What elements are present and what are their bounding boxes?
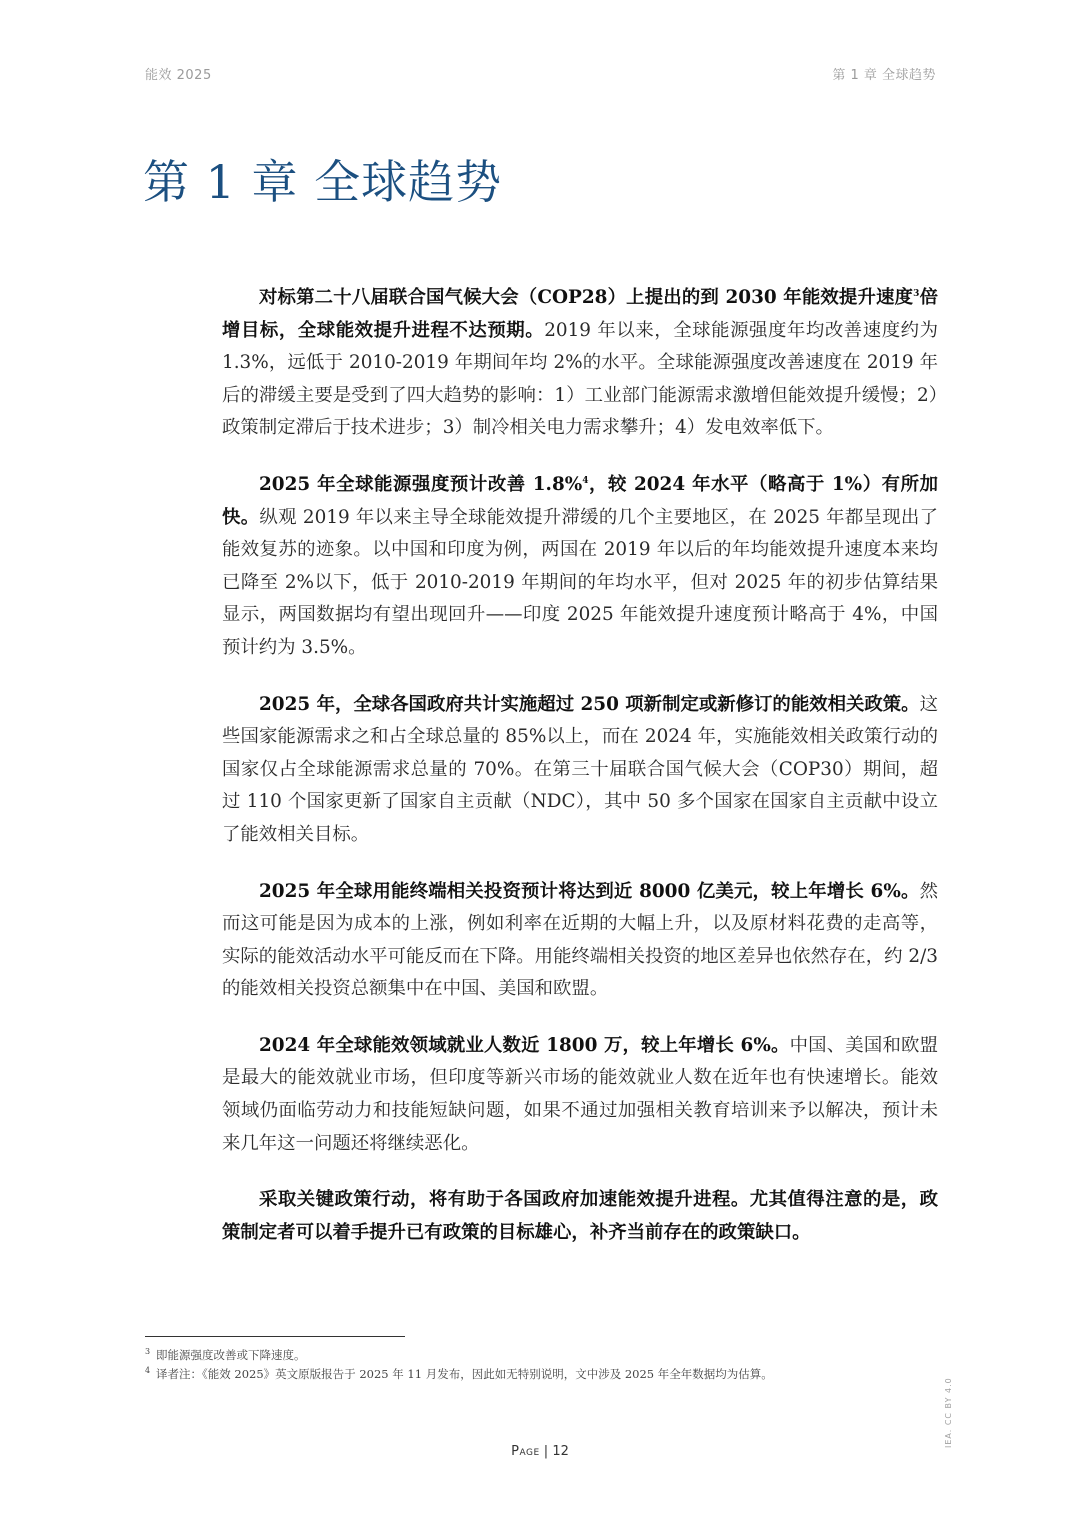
footnote-divider	[145, 1336, 405, 1337]
lead-text-continued: 倍增目标，全球能效提升进程不达预期。	[222, 287, 938, 341]
lead-text-continued: ，较 2024 年水平（略高于 1%）有所加快。	[222, 473, 938, 528]
paragraph-body: 中国、美国和欧盟是最大的能效就业市场，但印度等新兴市场的能效就业人数在近年也有快速增长。能效领域仍面临劳动力和技能短缺问题，如果不通过加强相关教育培训来予以解决，预计未来几年这一问题还将继续恶化。	[222, 1034, 938, 1154]
page-number-value: 12	[552, 1444, 569, 1459]
footnote-text: 即能源强度改善或下降速度。	[156, 1348, 306, 1362]
paragraph-body: 这些国家能源需求之和占全球总量的 85%以上，而在 2024 年，实施能效相关政策行动的国家仅占全球能源需求总量的 70%。在第三十届联合国气候大会（COP30）期间，超过 110 个国家更新了国家自主贡献（NDC），其中 50 多个国家在国家自主贡献中设立了能效相关目标。	[222, 693, 938, 845]
page-separator: |	[543, 1444, 549, 1459]
footnote-ref[interactable]: 4	[582, 475, 589, 486]
paragraph-lead: 2025 年，全球各国政府共计实施超过 250 项新制定或新修订的能效相关政策。	[259, 693, 920, 715]
paragraph-1	[222, 282, 938, 445]
chapter-title: 第 1 章 全球趋势	[143, 155, 503, 209]
running-header-right: 第 1 章 全球趋势	[832, 68, 936, 83]
paragraph-5	[222, 1030, 938, 1160]
page-number	[0, 1444, 1080, 1459]
body-text	[222, 282, 938, 1273]
paragraph-lead: 2024 年全球能效领域就业人数近 1800 万，较上年增长 6%。	[259, 1034, 790, 1056]
lead-text: 对标第二十八届联合国气候大会（COP28）上提出的到 2030 年能效提升速度	[259, 287, 914, 308]
paragraph-6	[222, 1184, 938, 1249]
running-header-left: 能效 2025	[145, 68, 212, 83]
paragraph-lead: 2025 年全球用能终端相关投资预计将达到近 8000 亿美元，较上年增长 6%。	[259, 880, 920, 902]
footnote-ref[interactable]: 3	[913, 288, 920, 299]
paragraph-body: 然而这可能是因为成本的上涨，例如利率在近期的大幅上升，以及原材料花费的走高等，实际的能效活动水平可能反而在下降。用能终端相关投资的地区差异也依然存在，约 2/3 的能效相关投资总额集中在中国、美国和欧盟。	[222, 880, 938, 1000]
paragraph-lead: 采取关键政策行动，将有助于各国政府加速能效提升进程。尤其值得注意的是，政策制定者可以着手提升已有政策的目标雄心，补齐当前存在的政策缺口。	[222, 1189, 938, 1243]
paragraph-2	[222, 469, 938, 665]
lead-text: 2025 年全球能源强度预计改善 1.8%	[259, 473, 583, 495]
paragraph-body: 纵观 2019 年以来主导全球能效提升滞缓的几个主要地区，在 2025 年都呈现出了能效复苏的迹象。以中国和印度为例，两国在 2019 年以后的年均能效提升速度本来均已降至 2%以下，低于 2010-2019 年期间的年均水平，但对 2025 年的初步估算结果显示，两国数据均有望出现回升——印度 2025 年能效提升速度预计略高于 4%，中国预计约为 3.5%。	[222, 506, 938, 658]
footnote-4: 4 译者注：《能效 2025》英文原版报告于 2025 年 11 月发布，因此如无特别说明，文中涉及 2025 年全年数据均为估算。	[145, 1366, 773, 1381]
footnote-text: 译者注：《能效 2025》英文原版报告于 2025 年 11 月发布，因此如无特别说明，文中涉及 2025 年全年数据均为估算。	[156, 1367, 773, 1381]
paragraph-body: 2019 年以来，全球能源强度年均改善速度约为 1.3%，远低于 2010-2019 年期间年均 2%的水平。全球能源强度改善速度在 2019 年后的滞缓主要是受到了四大趋势的影响：1）工业部门能源需求激增但能效提升缓慢；2）政策制定滞后于技术进步；3）制冷相关电力需求攀升；4）发电效率低下。	[222, 319, 938, 439]
page-label: Page	[511, 1444, 540, 1459]
paragraph-4	[222, 876, 938, 1006]
paragraph-3	[222, 689, 938, 852]
license-notice: IEA. CC BY 4.0	[944, 1377, 953, 1448]
footnotes	[145, 1346, 945, 1384]
footnote-3: 3 即能源强度改善或下降速度。	[145, 1347, 306, 1362]
